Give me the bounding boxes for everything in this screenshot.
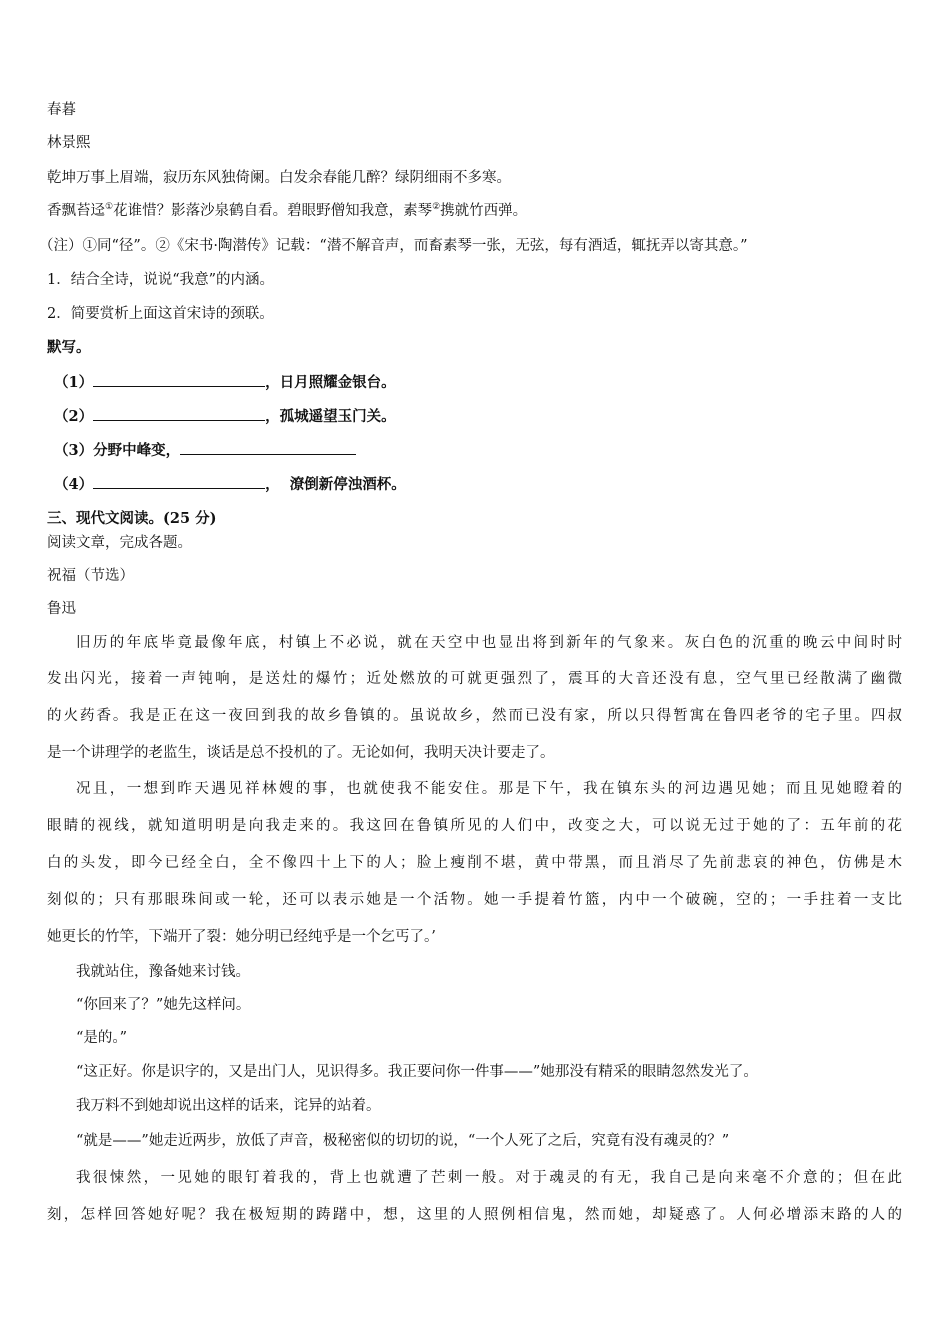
paragraph-line: 我万料不到她却说出这样的话来，诧异的站着。 [76,1098,381,1114]
poem-line-1: 乾坤万事上眉端，寂历东风独倚阑。白发余春能几醉？绿阴细雨不多寒。 [47,170,511,186]
paragraph-line: “你回来了？”她先这样问。 [76,997,251,1013]
dictation-item-2: （2） ，孤城遥望玉门关。 [54,408,396,425]
article-title: 祝福（节选） [47,568,134,584]
footnote-mark-1: ① [105,202,114,213]
section-heading: 三、现代文阅读。(25 分) [47,510,217,527]
question-1: 1．结合全诗，说说“我意”的内涵。 [47,272,275,288]
answer-blank[interactable] [93,372,265,387]
paragraph-line: 况且，一想到昨天遇见祥林嫂的事，也就使我不能安住。那是下午，我在镇东头的河边遇见她；而且见她瞪着的 [76,781,902,797]
dictation-item-4: （4） ， 潦倒新停浊酒杯。 [54,476,406,493]
paragraph-line: 是一个讲理学的老监生，谈话是总不投机的了。无论如何，我明天决计要走了。 [47,745,555,761]
dictation-item-1: （1） ，日月照耀金银台。 [54,374,396,391]
paragraph-line: 刻，怎样回答她好呢？我在极短期的踌躇中，想，这里的人照例相信鬼，然而她，却疑惑了。人何必增添末路的人的 [47,1207,902,1223]
paragraph-line: 旧历的年底毕竟最像年底，村镇上不必说，就在天空中也显出将到新年的气象来。灰白色的沉重的晚云中间时时 [76,635,902,651]
footnote-mark-2: ② [432,202,441,213]
paragraph-line: 她更长的竹竿，下端开了裂：她分明已经纯乎是一个乞丐了。’ [47,929,436,945]
dictation-heading: 默写。 [47,339,91,356]
paragraph-line: 白的头发，即今已经全白，全不像四十上下的人；脸上瘦削不堪，黄中带黑，而且消尽了先前悲哀的神色，仿佛是木 [47,855,902,871]
paragraph-line: “就是——”她走近两步，放低了声音，极秘密似的切切的说，“一个人死了之后，究竟有没有魂灵的？” [76,1133,730,1149]
poem-author: 林景熙 [47,135,91,151]
paragraph-line: “是的。” [76,1030,128,1046]
article-author: 鲁迅 [47,601,76,617]
poem-line-2: 香飘苔迳①花谁惜？影落沙泉鹤自看。碧眼野僧知我意，素琴②携就竹西弹。 [47,202,528,219]
paragraph-line: 我很悚然，一见她的眼钉着我的，背上也就遭了芒刺一般。对于魂灵的有无，我自己是向来毫不介意的；但在此 [76,1170,902,1186]
answer-blank[interactable] [180,440,356,455]
poem-title: 春暮 [47,102,76,118]
paragraph-line: 的火药香。我是正在这一夜回到我的故乡鲁镇的。虽说故乡，然而已没有家，所以只得暂寓在鲁四老爷的宅子里。四叔 [47,708,902,724]
paragraph-line: 发出闪光，接着一声钝响，是送灶的爆竹；近处燃放的可就更强烈了，震耳的大音还没有息，空气里已经散满了幽微 [47,671,902,687]
section-instruction: 阅读文章，完成各题。 [47,535,192,551]
answer-blank[interactable] [93,474,265,489]
answer-blank[interactable] [93,406,265,421]
poem-footnote: （注）①同“径”。②《宋书·陶潜传》记载：“潜不解音声，而畜素琴一张，无弦，每有酒适，辄抚弄以寄其意。” [39,238,748,254]
paragraph-line: “这正好。你是识字的，又是出门人，见识得多。我正要问你一件事——”她那没有精采的眼睛忽然发光了。 [76,1064,758,1080]
question-2: 2．简要赏析上面这首宋诗的颈联。 [47,306,274,322]
paragraph-line: 刻似的；只有那眼珠间或一轮，还可以表示她是一个活物。她一手提着竹篮，内中一个破碗，空的；一手拄着一支比 [47,892,902,908]
paragraph-line: 眼睛的视线，就知道明明是向我走来的。我这回在鲁镇所见的人们中，改变之大，可以说无过于她的了：五年前的花 [47,818,902,834]
paragraph-line: 我就站住，豫备她来讨钱。 [76,964,250,980]
dictation-item-3: （3）分野中峰变， [54,440,356,461]
